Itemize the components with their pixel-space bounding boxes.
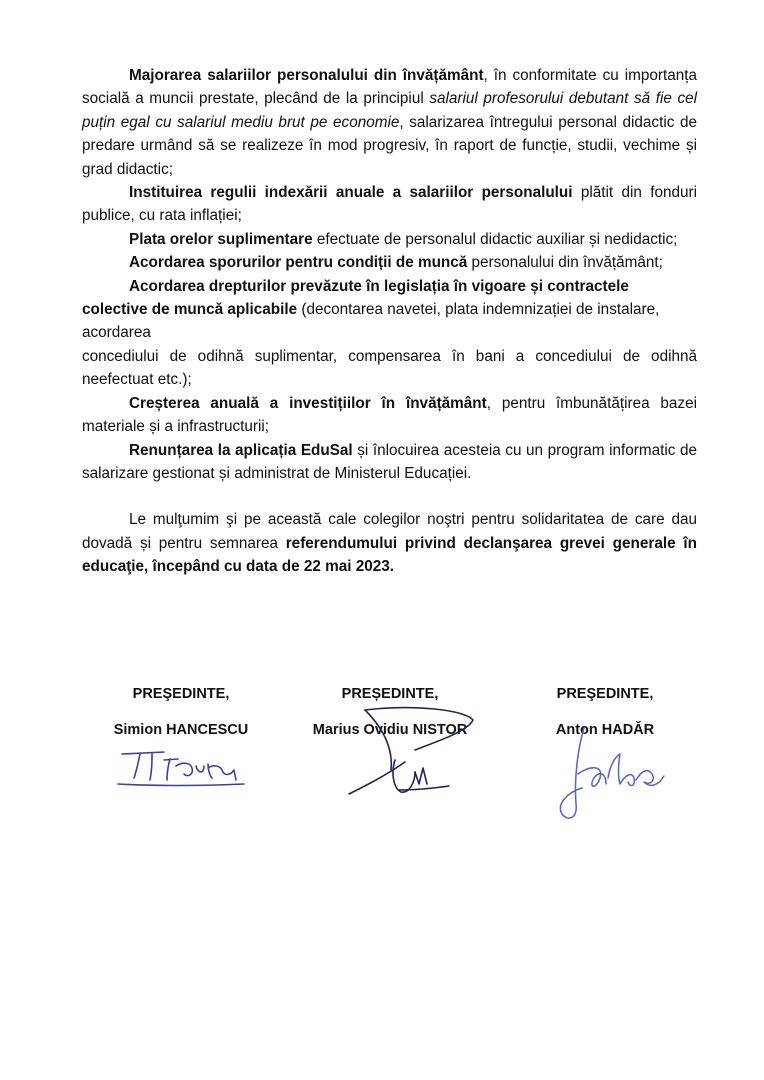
handwritten-signature-1	[112, 740, 252, 800]
signature-name: Marius Ovidiu NISTOR	[312, 722, 468, 738]
signature-name: Simion HANCESCU	[113, 722, 249, 738]
paragraph-text: Le mulţumim şi pe această cale colegilor noştri pentru solidaritatea de care dau dovadă și pentru semnarea	[82, 511, 697, 552]
paragraph-edusal	[82, 439, 697, 486]
paragraph-investments	[82, 392, 697, 439]
bold-heading: Renunțarea la aplicația EduSal	[129, 441, 353, 459]
signature-title: PREŞEDINTE,	[132, 686, 230, 702]
paragraph-text: și înlocuirea acesteia cu un program informatic de salarizare gestionat și administrat de Ministerul Educației.	[82, 441, 697, 482]
paragraph-indexation	[82, 181, 697, 228]
paragraph-salary-increase	[82, 64, 697, 181]
paragraph-text: , pentru îmbunătățirea bazei materiale și a infrastructurii;	[82, 394, 697, 436]
bold-heading: Plata orelor suplimentare	[129, 230, 313, 248]
paragraph-text: (decontarea navetei, plata indemnizației de instalare, acordarea	[82, 301, 660, 342]
handwritten-signature-3	[548, 718, 678, 828]
signature-title: PREȘEDINTE,	[341, 686, 439, 702]
handwritten-signature-2	[335, 690, 485, 810]
paragraph-rights	[82, 275, 697, 345]
signature-block-1	[96, 676, 266, 748]
paragraph-bonuses	[82, 251, 697, 274]
bold-heading: Acordarea sporurilor pentru condiții de muncă	[129, 254, 468, 272]
paragraph-overtime	[82, 228, 697, 251]
paragraph-text: , salarizarea întregului personal didactic de predare urmând să se realizeze în mod progresiv, în raport de funcție, studii, vechime și grad didactic;	[82, 113, 697, 178]
signature-name: Anton HADĂR	[555, 722, 655, 738]
signature-title: PREŞEDINTE,	[556, 686, 654, 702]
italic-principle: salariul profesorului debutant să fie cel puțin egal cu salariul mediu brut pe economie	[82, 90, 697, 131]
paragraph-text: concediului de odihnă suplimentar, compensarea în bani a concediului de odihnă neefectuat etc.);	[82, 347, 697, 389]
bold-heading: Majorarea salariilor personalului din învățământ	[129, 67, 484, 84]
document-body	[82, 64, 697, 579]
bold-heading: Instituirea regulii indexării anuale a salariilor personalului	[129, 184, 573, 202]
paragraph-text: , în conformitate cu importanța socială a muncii prestate, plecând de la principiul	[82, 67, 698, 108]
paragraph-text: plătit din fonduri publice, cu rata inflației;	[82, 184, 697, 225]
bold-referendum: referendumului privind declanşarea grevei generale în educaţie, începând cu data de 22 mai 2023.	[82, 534, 697, 576]
paragraph-text: personalului din învățământ;	[467, 254, 663, 272]
paragraph-text: efectuate de personalul didactic auxiliar și nedidactic;	[312, 230, 678, 248]
bold-heading: Acordarea drepturilor prevăzute în legislația în vigoare și contractele colective de muncă aplicabile	[82, 277, 629, 319]
bold-heading: Creșterea anuală a investițiilor în învățământ	[129, 394, 487, 412]
paragraph-thanks	[82, 508, 697, 578]
paragraph-rights-continued	[82, 345, 697, 392]
